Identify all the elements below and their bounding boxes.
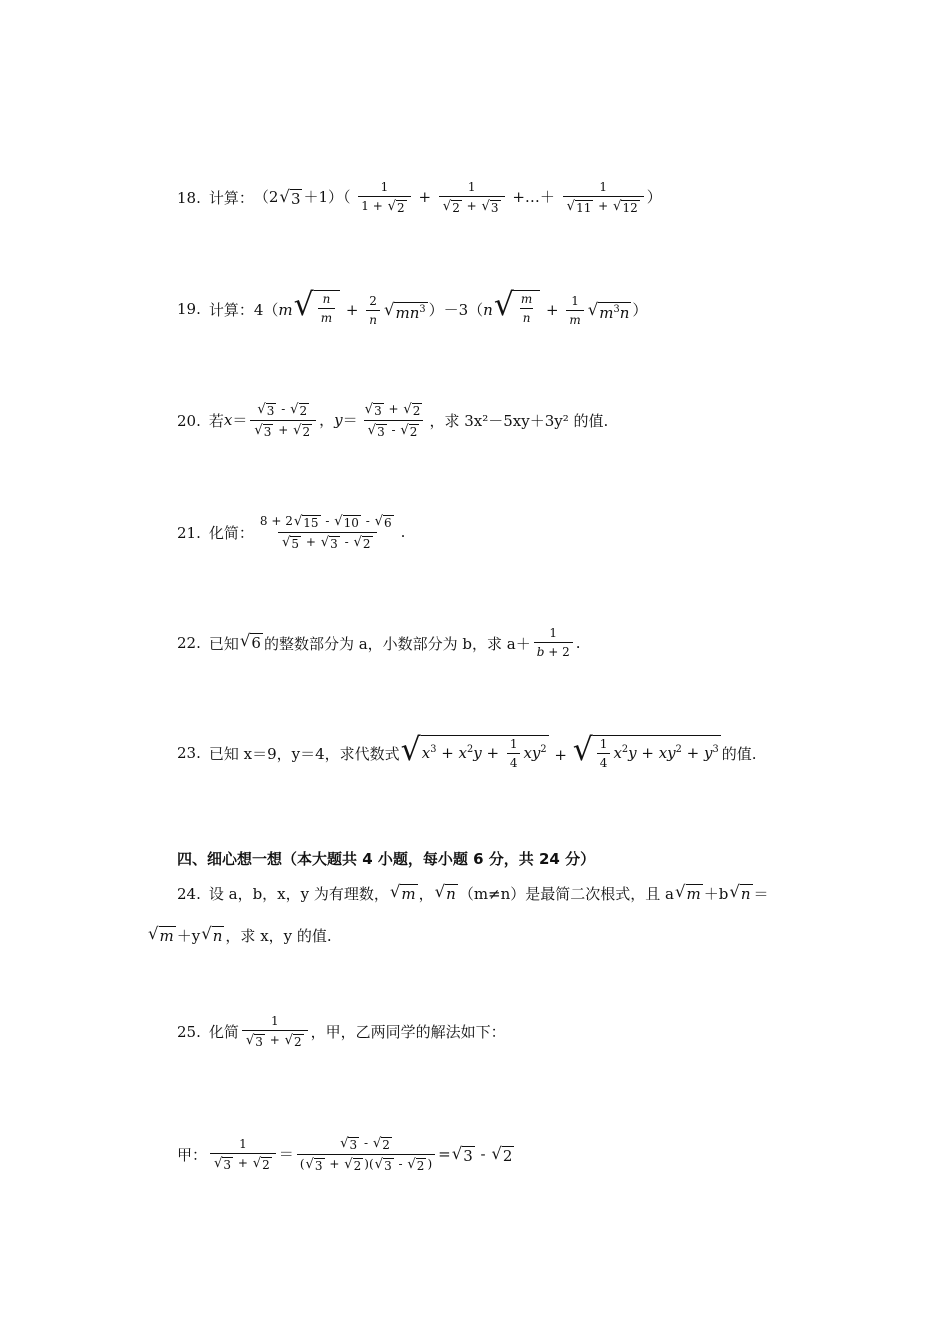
problem-label: 计算： <box>208 189 254 208</box>
problem-text: ，甲，乙两同学的解法如下： <box>310 1023 506 1042</box>
math-expr: （2 √ 3 ＋1）（ 1 1 + √ 2 + 1 √ 2 + √ 3 +…＋ 1 √ 11 + √ 12 ） <box>253 180 662 215</box>
solution-jia <box>177 1136 515 1174</box>
math-expr: 1 √ 3 + √ 2 ＝ √ 3 - √ 2 ( √ 3 + √ 2 )( √ 3 - √ 2 ) = √ 3 - √ 2 <box>207 1136 515 1174</box>
problem-18 <box>177 180 662 216</box>
problem-label: 若 <box>208 412 224 431</box>
math-expr: 4（m √ $\frac{n}{m}$ + $\frac{2}{n}$ √ $mn^3$ ）－3（n √ $\frac{m}{n}$ + $\frac{1}{m}$ √ $m^3n$ ） <box>253 287 648 327</box>
problem-number: 24. <box>177 884 201 903</box>
problem-text: ，求 x，y 的值. <box>225 927 332 945</box>
problem-23 <box>177 732 757 771</box>
problem-tail: 的值. <box>721 744 757 763</box>
problem-24-line2: √ m ＋y √ n ，求 x，y 的值. <box>148 923 332 945</box>
math-expr: x＝ √ 3 - √ 2 √ 3 + √ 2 ，y＝ √ 3 + √ 2 √ 3 - √ 2 <box>224 402 430 440</box>
problem-text: 设 a，b，x，y 为有理数， <box>208 885 389 903</box>
problem-number: 21. <box>177 523 201 542</box>
math-expr: 8 + 2 √ 15 - √ 10 - √ 6 √ 5 + √ 3 - √ 2 . <box>259 514 406 551</box>
problem-text: ＋y <box>176 927 201 945</box>
problem-text: 已知 <box>208 634 239 653</box>
problem-text: 的整数部分为 a，小数部分为 b，求 a＋ <box>263 634 531 653</box>
problem-label: 化简： <box>208 524 254 543</box>
problem-20 <box>177 402 608 440</box>
problem-25: 25. 化简 1 √ 3 + √ 2 ，甲，乙两同学的解法如下： <box>177 1014 506 1049</box>
problem-number: 20. <box>177 411 201 430</box>
problem-text: 化简 <box>208 1023 239 1042</box>
section-heading: 四、细心想一想（本大题共 4 小题，每小题 6 分，共 24 分） <box>177 850 596 868</box>
problem-tail: ，求 3x²－5xy＋3y² 的值. <box>429 412 609 431</box>
solution-label: 甲： <box>177 1146 208 1165</box>
problem-number: 18. <box>177 188 201 207</box>
problem-22: 22. 已知 √ 6 的整数部分为 a，小数部分为 b，求 a＋ $\frac{1}{b + 2}$ . <box>177 626 581 659</box>
problem-text: （m≠n）是最简二次根式，且 a <box>458 885 674 903</box>
problem-number: 19. <box>177 300 201 318</box>
problem-number: 25. <box>177 1022 201 1041</box>
problem-text: 已知 x＝9，y＝4，求代数式 <box>208 744 400 763</box>
problem-text: ＋b <box>703 885 729 903</box>
problem-21 <box>177 514 405 552</box>
problem-number: 23. <box>177 744 201 762</box>
math-expr: √ $x^3 + x^2y$ + $\frac{1}{4}$ $xy^2$ + √ $\frac{1}{4}$ $x^2y + xy^2 + y^3$ <box>400 732 719 770</box>
problem-24: 24. 设 a，b，x，y 为有理数， √ m ， √ n （m≠n）是最简二次根式，且 a √ m ＋b √ n ＝ <box>177 881 769 903</box>
problem-number: 22. <box>177 634 201 652</box>
problem-text: ＝ <box>753 885 769 903</box>
problem-19 <box>177 287 648 328</box>
problem-label: 计算： <box>208 300 254 319</box>
